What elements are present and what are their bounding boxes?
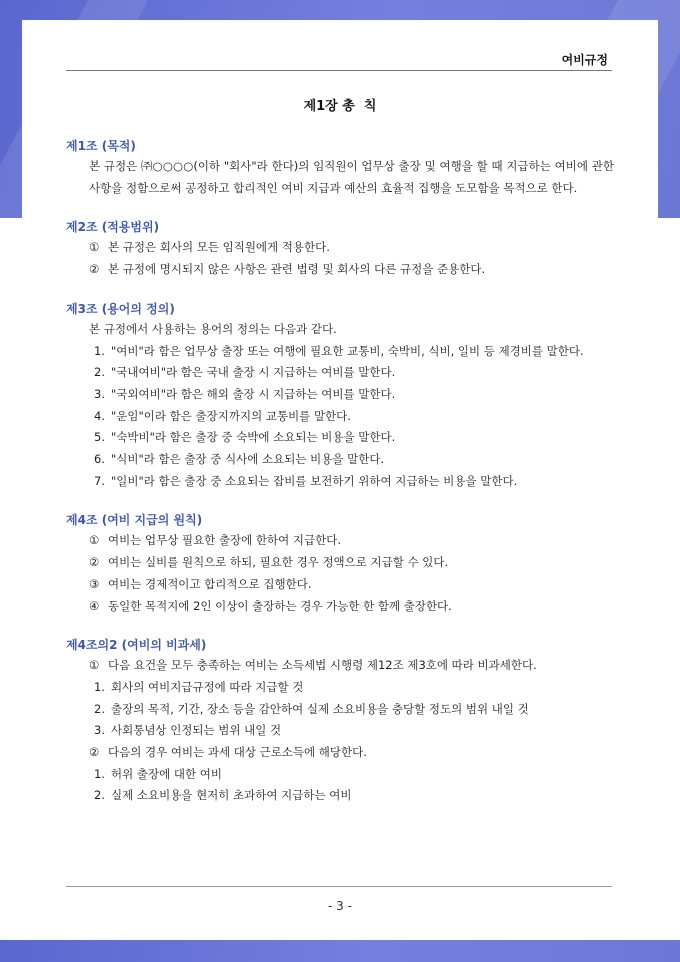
item-marker: 5. <box>94 430 105 445</box>
item-text: "국내여비"라 함은 국내 출장 시 지급하는 여비를 말한다. <box>111 365 396 380</box>
item-text: "숙박비"라 함은 출장 중 숙박에 소요되는 비용을 말한다. <box>111 430 396 445</box>
item-text: 사회통념상 인정되는 범위 내일 것 <box>111 723 282 738</box>
item-marker: 6. <box>94 452 105 467</box>
article-title: 제1조 (목적) <box>66 139 136 153</box>
page-number: - 3 - <box>328 899 352 913</box>
article-2 <box>66 218 614 280</box>
item-marker: 2. <box>94 788 105 803</box>
clause-text: 동일한 목적지에 2인 이상이 출장하는 경우 가능한 한 함께 출장한다. <box>108 598 452 613</box>
article-1 <box>66 137 614 199</box>
item-text: "국외여비"라 함은 해외 출장 시 지급하는 여비를 말한다. <box>111 386 396 401</box>
article-title: 제2조 (적용범위) <box>66 220 160 235</box>
clause-text: 본 규정은 회사의 모든 임직원에게 적용한다. <box>108 240 330 255</box>
chapter-title: 제1장 총 칙 <box>303 99 377 114</box>
clause-item <box>66 596 614 618</box>
article-title: 제4조 (여비 지급의 원칙) <box>66 513 203 528</box>
item-marker: 7. <box>94 473 105 488</box>
numbered-item <box>66 449 614 471</box>
article-paragraph: 본 규정은 ㈜○○○○(이하 "회사"라 한다)의 임직원이 업무상 출장 및 여행을 할 때 지급하는 여비에 관한 사항을 정함으로써 공정하고 합리적인 여비 지급과 예산의 효율적 집행을 도모함을 목적으로 한다. <box>89 159 614 195</box>
clause-item <box>66 574 614 596</box>
sub-item <box>66 699 614 721</box>
item-text: 허위 출장에 대한 여비 <box>111 766 222 781</box>
header-doc-title: 여비규정 <box>561 53 608 67</box>
item-marker: 4. <box>94 408 105 423</box>
clause-marker: ③ <box>89 576 100 591</box>
clause-item <box>66 237 614 259</box>
numbered-item <box>66 471 614 493</box>
item-text: 실제 소요비용을 현저히 초과하여 지급하는 여비 <box>111 788 352 803</box>
article-3 <box>66 300 614 493</box>
clause-item <box>66 552 614 574</box>
item-marker: 3. <box>94 386 105 401</box>
numbered-item <box>66 406 614 428</box>
clause-marker: ② <box>89 262 100 277</box>
document-page <box>22 20 658 940</box>
document-body <box>66 137 614 826</box>
item-marker: 1. <box>94 343 105 358</box>
clause-marker: ① <box>89 533 100 548</box>
clause-marker: ① <box>89 240 100 255</box>
clause-text: 여비는 업무상 필요한 출장에 한하여 지급한다. <box>108 533 342 548</box>
numbered-item <box>66 427 614 449</box>
item-text: 회사의 여비지급규정에 따라 지급할 것 <box>111 679 304 694</box>
clause-marker: ④ <box>89 598 100 613</box>
footer-divider <box>66 886 612 887</box>
clause-marker: ① <box>89 658 100 673</box>
header-divider <box>66 70 612 71</box>
article-4-2 <box>66 636 614 807</box>
sub-item <box>66 677 614 699</box>
sub-item <box>66 785 614 807</box>
numbered-item <box>66 341 614 363</box>
clause-item <box>66 655 614 677</box>
sub-item <box>66 720 614 742</box>
item-text: 출장의 목적, 기간, 장소 등을 감안하여 실제 소요비용을 충당할 정도의 범위 내일 것 <box>111 701 529 716</box>
clause-marker: ② <box>89 745 100 760</box>
item-text: "여비"라 함은 업무상 출장 또는 여행에 필요한 교통비, 숙박비, 식비, 일비 등 제경비를 말한다. <box>111 343 584 358</box>
item-marker: 2. <box>94 365 105 380</box>
sub-item <box>66 764 614 786</box>
item-marker: 1. <box>94 766 105 781</box>
bottom-decorative-band <box>0 940 680 962</box>
item-text: "운임"이라 함은 출장지까지의 교통비를 말한다. <box>111 408 351 423</box>
clause-text: 본 규정에 명시되지 않은 사항은 관련 법령 및 회사의 다른 규정을 준용한다. <box>108 262 486 277</box>
article-title: 제4조의2 (여비의 비과세) <box>66 638 207 653</box>
clause-item <box>66 259 614 281</box>
clause-text: 여비는 실비를 원칙으로 하되, 필요한 경우 정액으로 지급할 수 있다. <box>108 555 449 570</box>
item-marker: 1. <box>94 679 105 694</box>
item-marker: 2. <box>94 701 105 716</box>
article-intro: 본 규정에서 사용하는 용어의 정의는 다음과 같다. <box>89 321 337 336</box>
article-title: 제3조 (용어의 정의) <box>66 301 175 316</box>
article-4 <box>66 511 614 617</box>
clause-text: 다음의 경우 여비는 과세 대상 근로소득에 해당한다. <box>108 745 367 760</box>
numbered-item <box>66 384 614 406</box>
clause-text: 여비는 경제적이고 합리적으로 집행한다. <box>108 576 312 591</box>
clause-marker: ② <box>89 555 100 570</box>
numbered-item <box>66 362 614 384</box>
item-text: "일비"라 함은 출장 중 소요되는 잡비를 보전하기 위하여 지급하는 비용을 말한다. <box>111 473 518 488</box>
clause-item <box>66 742 614 764</box>
clause-text: 다음 요건을 모두 충족하는 여비는 소득세법 시행령 제12조 제3호에 따라 비과세한다. <box>108 658 537 673</box>
item-marker: 3. <box>94 723 105 738</box>
item-text: "식비"라 함은 출장 중 식사에 소요되는 비용을 말한다. <box>111 452 385 467</box>
clause-item <box>66 530 614 552</box>
